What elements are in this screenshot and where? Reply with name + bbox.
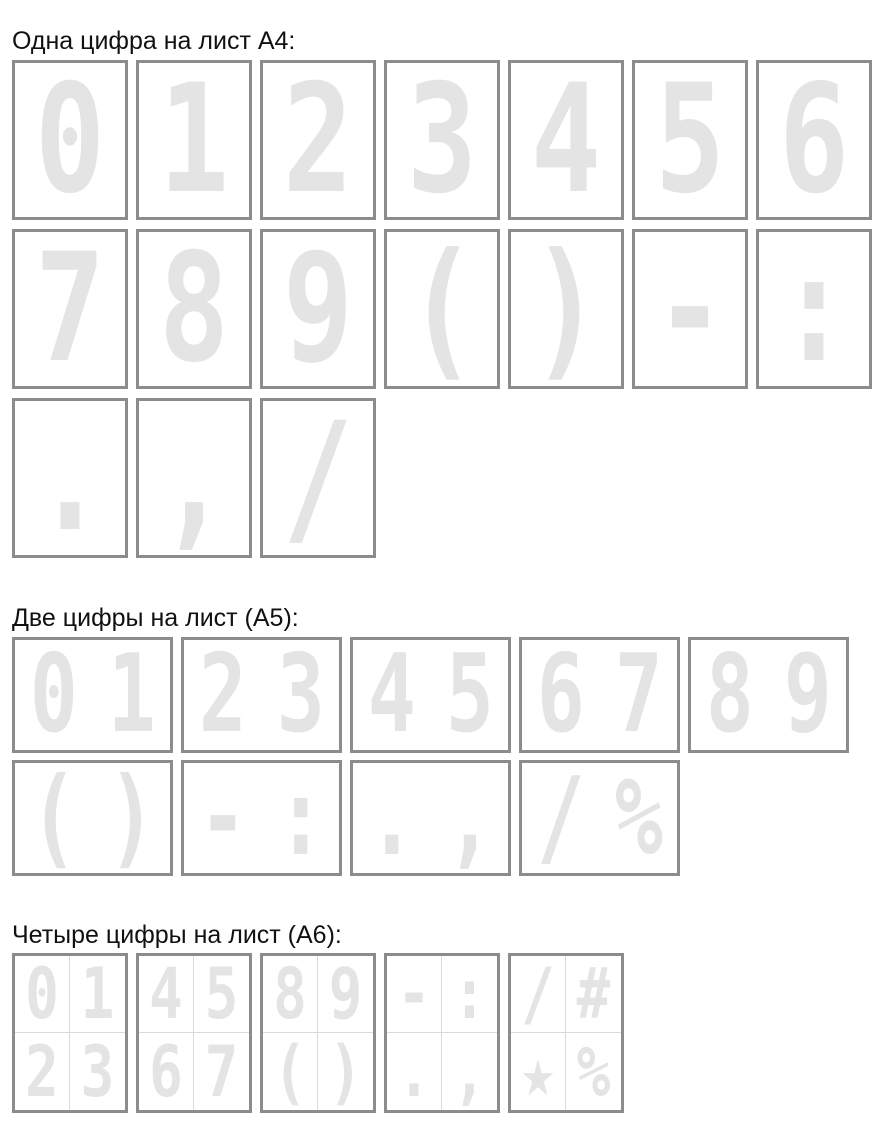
a6-card-symbols[interactable] bbox=[508, 953, 624, 1113]
a5-card-period-comma[interactable] bbox=[350, 760, 511, 876]
a6-row-1 bbox=[12, 953, 624, 1113]
stencil-glyph: 5 bbox=[654, 60, 726, 220]
a5-row-2 bbox=[12, 760, 680, 876]
a5-card-parens[interactable] bbox=[12, 760, 173, 876]
stencil-glyph: # bbox=[576, 953, 611, 1035]
a4-card-0[interactable] bbox=[12, 60, 128, 220]
a5-card-slash-percent[interactable] bbox=[519, 760, 680, 876]
stencil-glyph: - bbox=[198, 760, 247, 876]
a4-card-2[interactable] bbox=[260, 60, 376, 220]
stencil-glyph: . bbox=[397, 1030, 431, 1113]
a6-card-punctuation[interactable] bbox=[384, 953, 500, 1113]
a4-card-7[interactable] bbox=[12, 229, 128, 389]
stencil-glyph: % bbox=[614, 760, 663, 876]
a4-card-9[interactable] bbox=[260, 229, 376, 389]
a4-card-period[interactable] bbox=[12, 398, 128, 558]
a5-card-01[interactable] bbox=[12, 637, 173, 753]
stencil-glyph: , bbox=[158, 398, 230, 558]
a4-card-5[interactable] bbox=[632, 60, 748, 220]
stencil-glyph: . bbox=[367, 760, 416, 876]
stencil-glyph: 7 bbox=[204, 1030, 239, 1113]
a4-card-8[interactable] bbox=[136, 229, 252, 389]
stencil-glyph: ( bbox=[273, 1030, 307, 1113]
a4-card-dash[interactable] bbox=[632, 229, 748, 389]
stencil-glyph: - bbox=[397, 953, 431, 1035]
stencil-glyph: 7 bbox=[614, 637, 663, 753]
stencil-glyph: 2 bbox=[198, 637, 247, 753]
stencil-glyph: , bbox=[445, 760, 494, 876]
a5-card-23[interactable] bbox=[181, 637, 342, 753]
stencil-glyph: ) bbox=[328, 1030, 363, 1113]
stencil-glyph: 6 bbox=[778, 60, 850, 220]
stencil-glyph: 1 bbox=[107, 637, 156, 753]
a6-card-0123[interactable] bbox=[12, 953, 128, 1113]
a4-card-6[interactable] bbox=[756, 60, 872, 220]
a5-card-45[interactable] bbox=[350, 637, 511, 753]
section-title-a4: Одна цифра на лист А4: bbox=[12, 27, 296, 55]
a4-card-slash[interactable] bbox=[260, 398, 376, 558]
stencil-glyph: 0 bbox=[34, 60, 106, 220]
a4-card-close-paren[interactable] bbox=[508, 229, 624, 389]
stencil-glyph: ( bbox=[29, 760, 78, 876]
stencil-glyph: 2 bbox=[25, 1030, 59, 1113]
a5-card-67[interactable] bbox=[519, 637, 680, 753]
a4-card-3[interactable] bbox=[384, 60, 500, 220]
stencil-glyph: / bbox=[521, 953, 555, 1035]
a5-row-1 bbox=[12, 637, 849, 753]
stencil-glyph: ) bbox=[107, 760, 156, 876]
section-title-a5: Две цифры на лист (А5): bbox=[12, 604, 299, 632]
stencil-glyph: 0 bbox=[29, 637, 78, 753]
a5-card-dash-colon[interactable] bbox=[181, 760, 342, 876]
a6-card-4567[interactable] bbox=[136, 953, 252, 1113]
stencil-glyph: 1 bbox=[80, 953, 115, 1035]
a4-row-1 bbox=[12, 60, 872, 220]
stencil-glyph: : bbox=[778, 229, 850, 389]
stencil-glyph: 8 bbox=[158, 229, 230, 389]
stencil-glyph: 4 bbox=[149, 953, 183, 1035]
stencil-glyph: / bbox=[536, 760, 585, 876]
stencil-glyph: 4 bbox=[367, 637, 416, 753]
stencil-glyph: , bbox=[452, 1030, 487, 1113]
a4-card-colon[interactable] bbox=[756, 229, 872, 389]
a4-card-1[interactable] bbox=[136, 60, 252, 220]
stencil-glyph: 1 bbox=[158, 60, 230, 220]
stencil-glyph: 8 bbox=[273, 953, 307, 1035]
stencil-glyph: 4 bbox=[530, 60, 602, 220]
a4-row-3 bbox=[12, 398, 376, 558]
stencil-glyph: 9 bbox=[282, 229, 354, 389]
section-title-a6: Четыре цифры на лист (А6): bbox=[12, 921, 342, 949]
a5-card-89[interactable] bbox=[688, 637, 849, 753]
stencil-glyph: - bbox=[654, 229, 726, 389]
stencil-glyph: 8 bbox=[705, 637, 754, 753]
stencil-glyph: 3 bbox=[276, 637, 325, 753]
stencil-glyph: ) bbox=[530, 229, 602, 389]
stencil-glyph: ( bbox=[406, 229, 478, 389]
stencil-glyph: 3 bbox=[406, 60, 478, 220]
stencil-glyph: / bbox=[282, 398, 354, 558]
stencil-glyph: 9 bbox=[783, 637, 832, 753]
stencil-glyph: 2 bbox=[282, 60, 354, 220]
a4-card-4[interactable] bbox=[508, 60, 624, 220]
a4-card-comma[interactable] bbox=[136, 398, 252, 558]
a4-card-open-paren[interactable] bbox=[384, 229, 500, 389]
stencil-glyph: 3 bbox=[80, 1030, 115, 1113]
stencil-glyph: 0 bbox=[25, 953, 59, 1035]
stencil-glyph: 7 bbox=[34, 229, 106, 389]
stencil-glyph: 6 bbox=[149, 1030, 183, 1113]
stencil-glyph: 5 bbox=[445, 637, 494, 753]
stencil-glyph: 6 bbox=[536, 637, 585, 753]
stencil-glyph: : bbox=[452, 953, 487, 1035]
stencil-glyph: 9 bbox=[328, 953, 363, 1035]
stencil-glyph: % bbox=[576, 1030, 611, 1113]
stencil-glyph: . bbox=[34, 398, 106, 558]
star-icon: ★ bbox=[521, 1030, 555, 1113]
stencil-glyph: 5 bbox=[204, 953, 239, 1035]
a4-row-2 bbox=[12, 229, 872, 389]
stencil-glyph: : bbox=[276, 760, 325, 876]
a6-card-89-parens[interactable] bbox=[260, 953, 376, 1113]
